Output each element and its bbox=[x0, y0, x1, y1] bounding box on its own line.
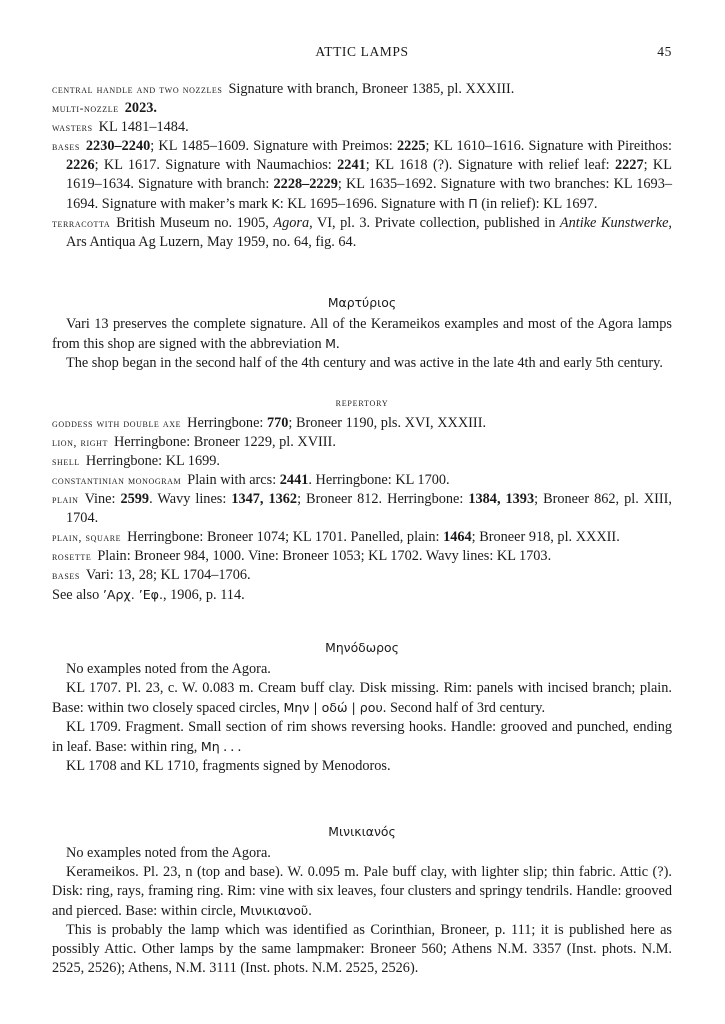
menodoros-section bbox=[52, 660, 672, 776]
entry-goddess: goddess with double axe Herringbone: 770; Broneer 1190, pls. XVI, XXXIII. bbox=[52, 415, 487, 431]
repertory-heading: repertory bbox=[335, 397, 389, 409]
entry-bases: bases 2230–2240; KL 1485–1609. Signature with Preimos: 2225; KL 1610–1616. Signature with Pireithos: 2226; KL 1617. Signature with Naumachios: 2241; KL 1618 (?). Signature with relief leaf: 2227; KL 1619–1634. Signature with branch: 2228–2229; KL 1635–1692. Signature with two branches: KL 1693–1694. Signature with maker’s mark K: KL 1695–1696. Signature with Π (in relief): KL 1697. bbox=[52, 138, 672, 212]
menodoros-paragraph-1: No examples noted from the Agora. bbox=[66, 661, 271, 677]
running-title: ATTIC LAMPS bbox=[315, 44, 409, 59]
martyrios-paragraph-1: Vari 13 preserves the complete signature. All of the Kerameikos examples and most of the Agora lamps from this shop are signed with the abbreviation M. bbox=[52, 316, 672, 352]
entry-rosette: rosette Plain: Broneer 984, 1000. Vine: Broneer 1053; KL 1702. Wavy lines: KL 1703. bbox=[52, 548, 552, 564]
entry-bases-vari: bases Vari: 13, 28; KL 1704–1706. bbox=[52, 567, 251, 583]
martyrios-paragraph-2: The shop began in the second half of the 4th century and was active in the late 4th and early 5th century. bbox=[66, 355, 663, 371]
entry-lion: lion, right Herringbone: Broneer 1229, pl. XVIII. bbox=[52, 434, 336, 450]
entry-plain: plain Vine: 2599. Wavy lines: 1347, 1362; Broneer 812. Herringbone: 1384, 1393; Broneer 862, pl. XIII, 1704. bbox=[52, 491, 672, 526]
repertory-continued bbox=[52, 80, 672, 252]
minikianos-section bbox=[52, 844, 672, 978]
minikianos-paragraph-1: No examples noted from the Agora. bbox=[66, 845, 271, 861]
running-head bbox=[52, 44, 672, 64]
entry-central-handle: central handle and two nozzles Signature with branch, Broneer 1385, pl. XXXIII. bbox=[52, 81, 515, 97]
martyrios-intro bbox=[52, 315, 672, 373]
minikianos-paragraph-2: Kerameikos. Pl. 23, n (top and base). W. 0.095 m. Pale buff clay, with lighter slip; thin fabric. Attic (?). Disk: ring, rays, framing ring. Rim: vine with six leaves, four clusters and springy tendrils. Handle: grooved and pierced. Base: within circle, Μινικιανοῦ. bbox=[52, 864, 672, 919]
entry-plain-square: plain, square Herringbone: Broneer 1074; KL 1701. Panelled, plain: 1464; Broneer 918, pl. XXXII. bbox=[52, 529, 620, 545]
entry-multi-nozzle: multi-nozzle 2023. bbox=[52, 100, 157, 116]
page-number: 45 bbox=[657, 44, 672, 59]
menodoros-paragraph-3: KL 1709. Fragment. Small section of rim shows reversing hooks. Handle: grooved and punched, ending in leaf. Base: within ring, Μη . . . bbox=[52, 719, 672, 755]
entry-monogram: constantinian monogram Plain with arcs: 2441. Herringbone: KL 1700. bbox=[52, 472, 450, 488]
menodoros-paragraph-4: KL 1708 and KL 1710, fragments signed by Menodoros. bbox=[66, 758, 391, 774]
heading-minikianos: Μινικιανός bbox=[328, 824, 396, 839]
menodoros-paragraph-2: KL 1707. Pl. 23, c. W. 0.083 m. Cream buff clay. Disk missing. Rim: panels with incised branch; plain. Base: within two closely spaced circles, Μην | οδώ | ρου. Second half of 3rd century. bbox=[52, 680, 672, 716]
heading-menodoros: Μηνόδωρος bbox=[325, 640, 399, 655]
entry-wasters: wasters KL 1481–1484. bbox=[52, 119, 189, 135]
heading-martyrios: Μαρτύριος bbox=[327, 295, 397, 310]
entry-terracotta: terracotta British Museum no. 1905, Agora, VI, pl. 3. Private collection, published in Antike Kunstwerke, Ars Antiqua Ag Luzern, May 1959, no. 64, fig. 64. bbox=[52, 215, 672, 250]
minikianos-paragraph-3: This is probably the lamp which was identified as Corinthian, Broneer, p. 111; it is published here as possibly Attic. Other lamps by the same lampmaker: Broneer 560; Athens N.M. 3357 (Inst. phots. N.M. 2525, 2526); Athens, N.M. 3111 (Inst. phots. N.M. 2525, 2526). bbox=[52, 922, 672, 976]
martyrios-repertory bbox=[52, 414, 672, 605]
entry-shell: shell Herringbone: KL 1699. bbox=[52, 453, 220, 469]
entry-see-also: See also ’Αρχ. ’Εφ., 1906, p. 114. bbox=[52, 587, 245, 603]
